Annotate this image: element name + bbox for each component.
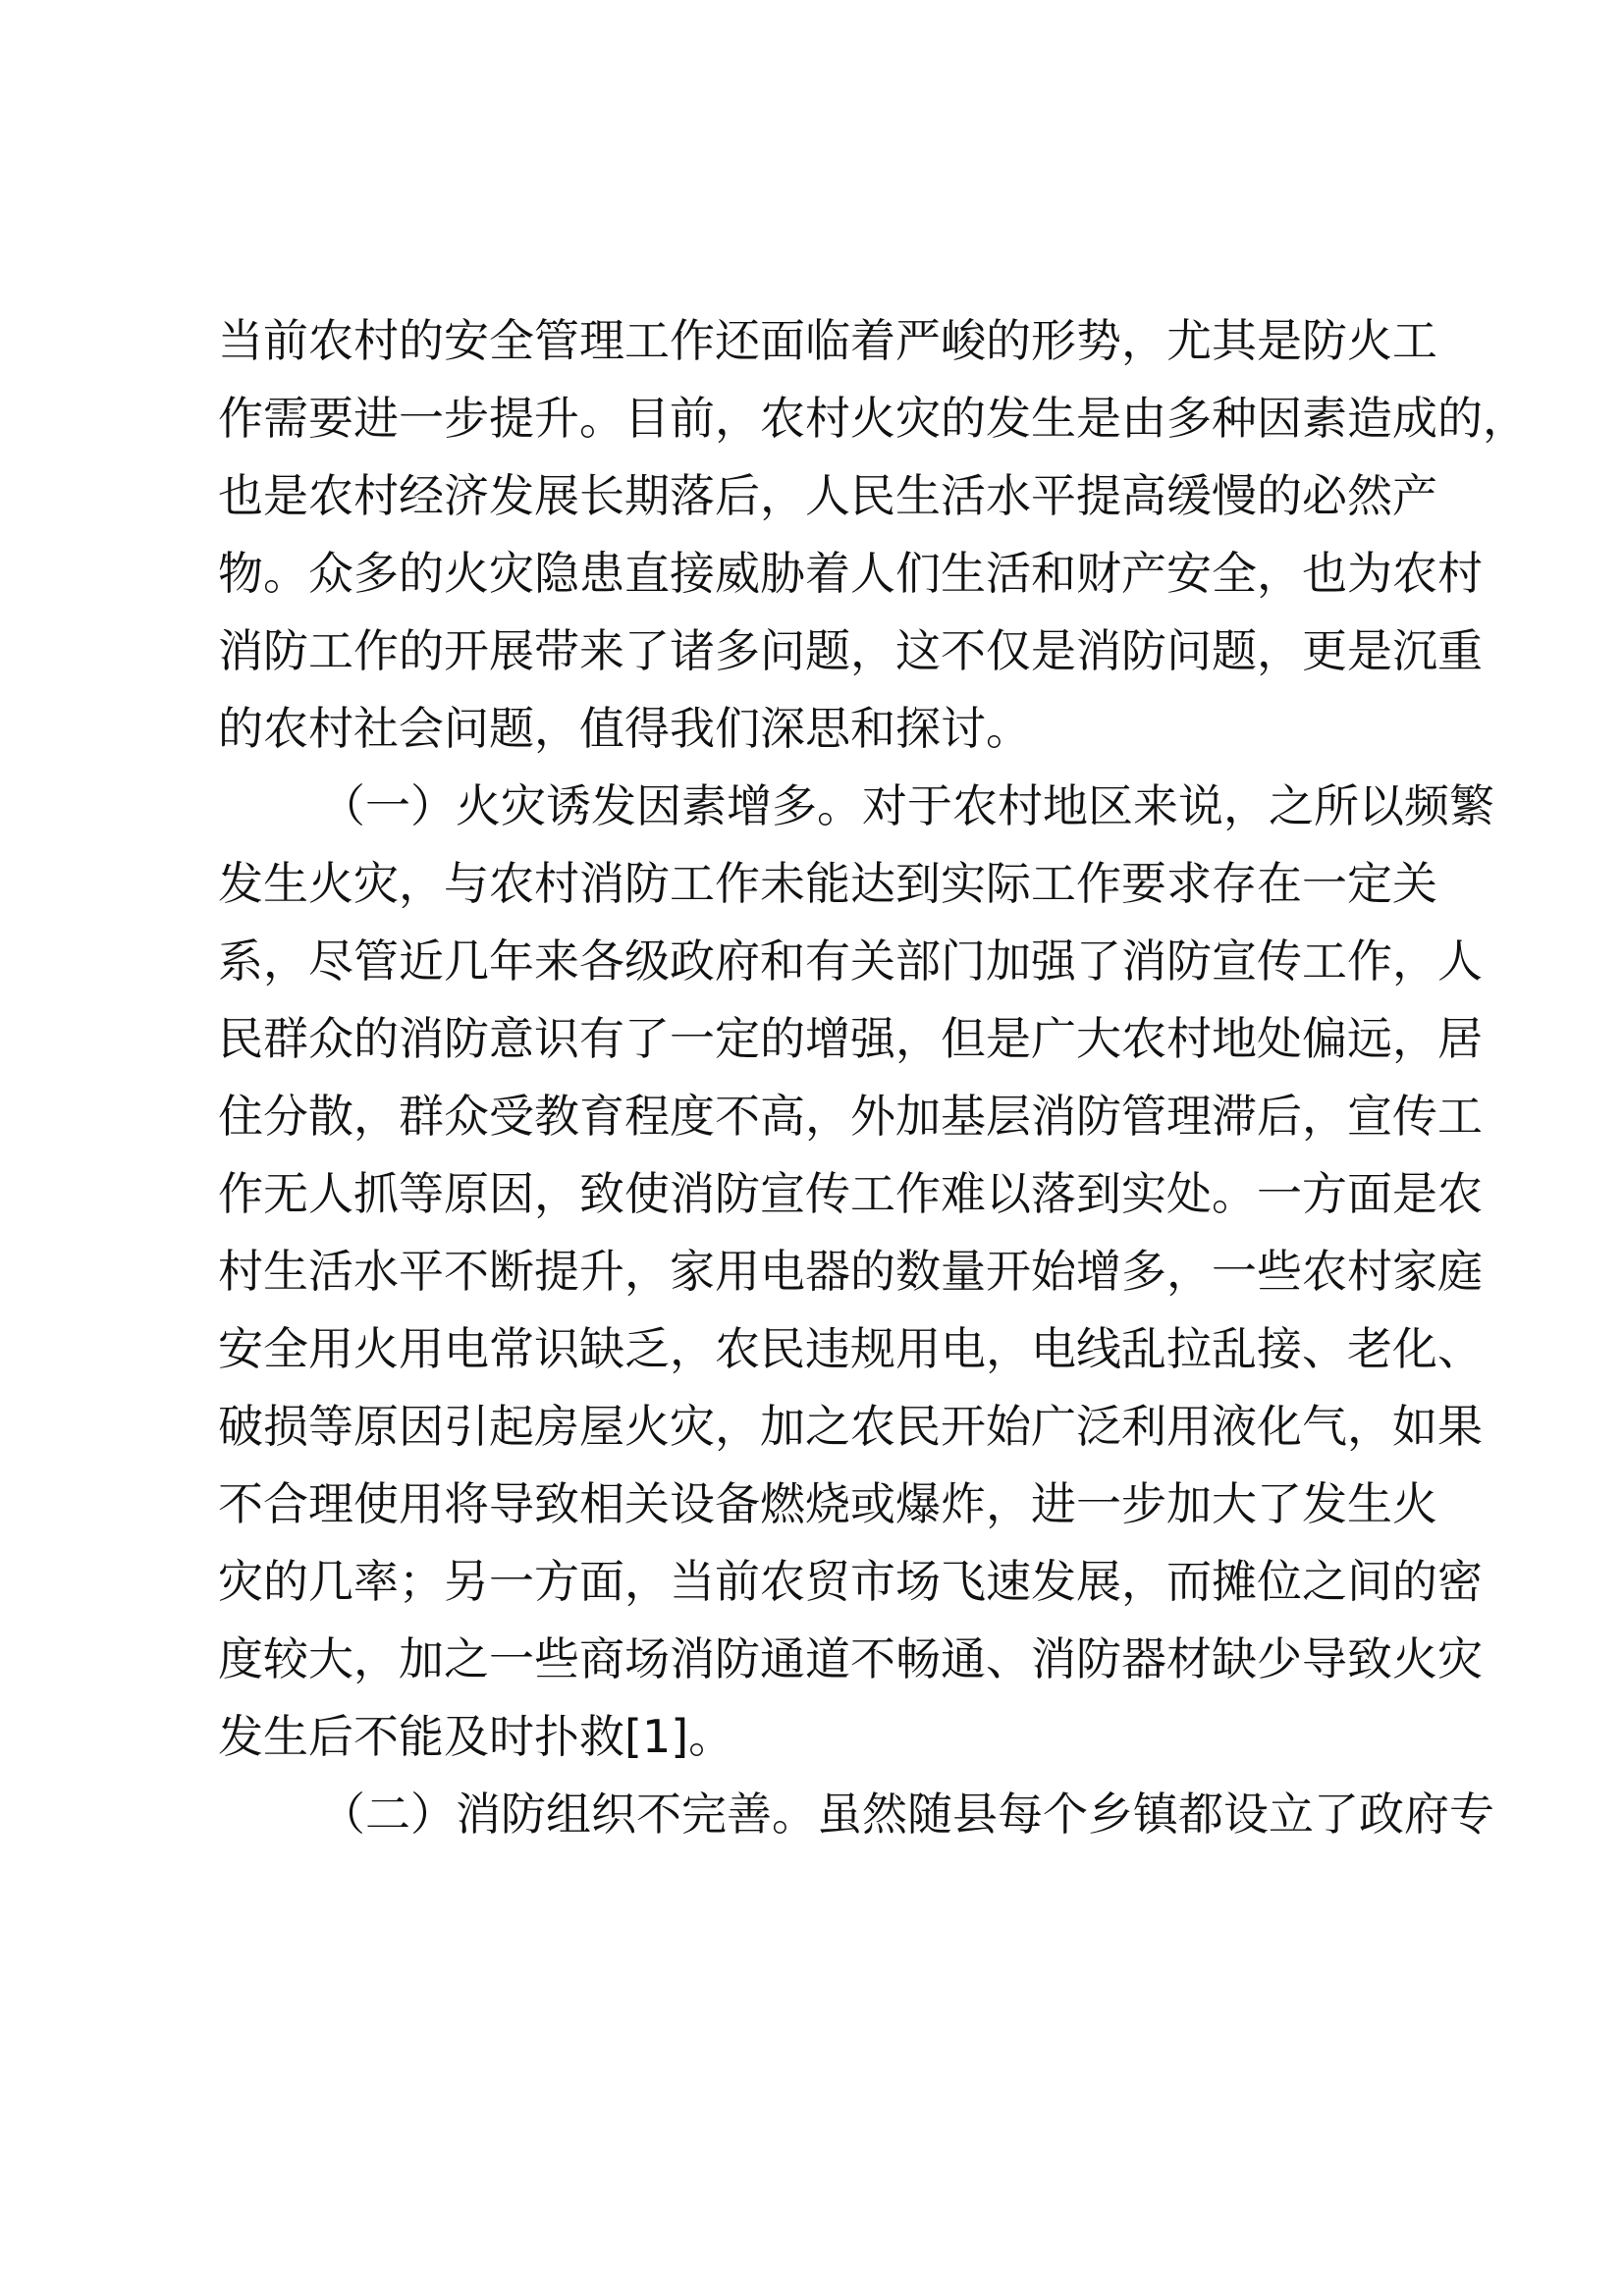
text-line: 的农村社会问题，值得我们深思和探讨。 <box>218 702 1031 755</box>
text-line: 不合理使用将导致相关设备燃烧或爆炸，进一步加大了发生火 <box>218 1477 1437 1530</box>
paragraph-intro <box>218 302 1528 768</box>
text-line: 灾的几率；另一方面，当前农贸市场飞速发展，而摊位之间的密 <box>218 1555 1483 1608</box>
text-line: 民群众的消防意识有了一定的增强，但是广大农村地处偏远，居 <box>218 1012 1483 1065</box>
text-line: 住分散，群众受教育程度不高，外加基层消防管理滞后，宣传工 <box>218 1090 1483 1143</box>
text-line: 作无人抓等原因，致使消防宣传工作难以落到实处。一方面是农 <box>218 1167 1483 1220</box>
text-line: 发生火灾，与农村消防工作未能达到实际工作要求存在一定关 <box>218 857 1437 910</box>
text-line: 发生后不能及时扑救[1]。 <box>218 1710 734 1763</box>
text-line: 度较大，加之一些商场消防通道不畅通、消防器材缺少导致火灾 <box>218 1632 1483 1685</box>
paragraph-section-1 <box>218 768 1494 1776</box>
text-line: 系，尽管近几年来各级政府和有关部门加强了消防宣传工作，人 <box>218 934 1483 988</box>
text-line: 消防工作的开展带来了诸多问题，这不仅是消防问题，更是沉重 <box>218 624 1483 677</box>
section-heading-line: （二）消防组织不完善。虽然随县每个乡镇都设立了政府专 <box>320 1788 1494 1841</box>
text-line: 村生活水平不断提升，家用电器的数量开始增多，一些农村家庭 <box>218 1245 1483 1298</box>
section-heading-line: （一）火灾诱发因素增多。对于农村地区来说，之所以频繁 <box>320 779 1494 832</box>
text-line: 也是农村经济发展长期落后，人民生活水平提高缓慢的必然产 <box>218 469 1437 522</box>
text-line: 破损等原因引起房屋火灾，加之农民开始广泛利用液化气，如果 <box>218 1400 1483 1453</box>
text-line: 物。众多的火灾隐患直接威胁着人们生活和财产安全，也为农村 <box>218 547 1483 600</box>
body-text <box>218 302 1528 1853</box>
paragraph-section-2 <box>218 1776 1494 1853</box>
text-line: 作需要进一步提升。目前，农村火灾的发生是由多种因素造成的， <box>218 392 1528 445</box>
text-line: 当前农村的安全管理工作还面临着严峻的形势，尤其是防火工 <box>218 314 1437 367</box>
text-line: 安全用火用电常识缺乏，农民违规用电，电线乱拉乱接、老化、 <box>218 1322 1483 1375</box>
